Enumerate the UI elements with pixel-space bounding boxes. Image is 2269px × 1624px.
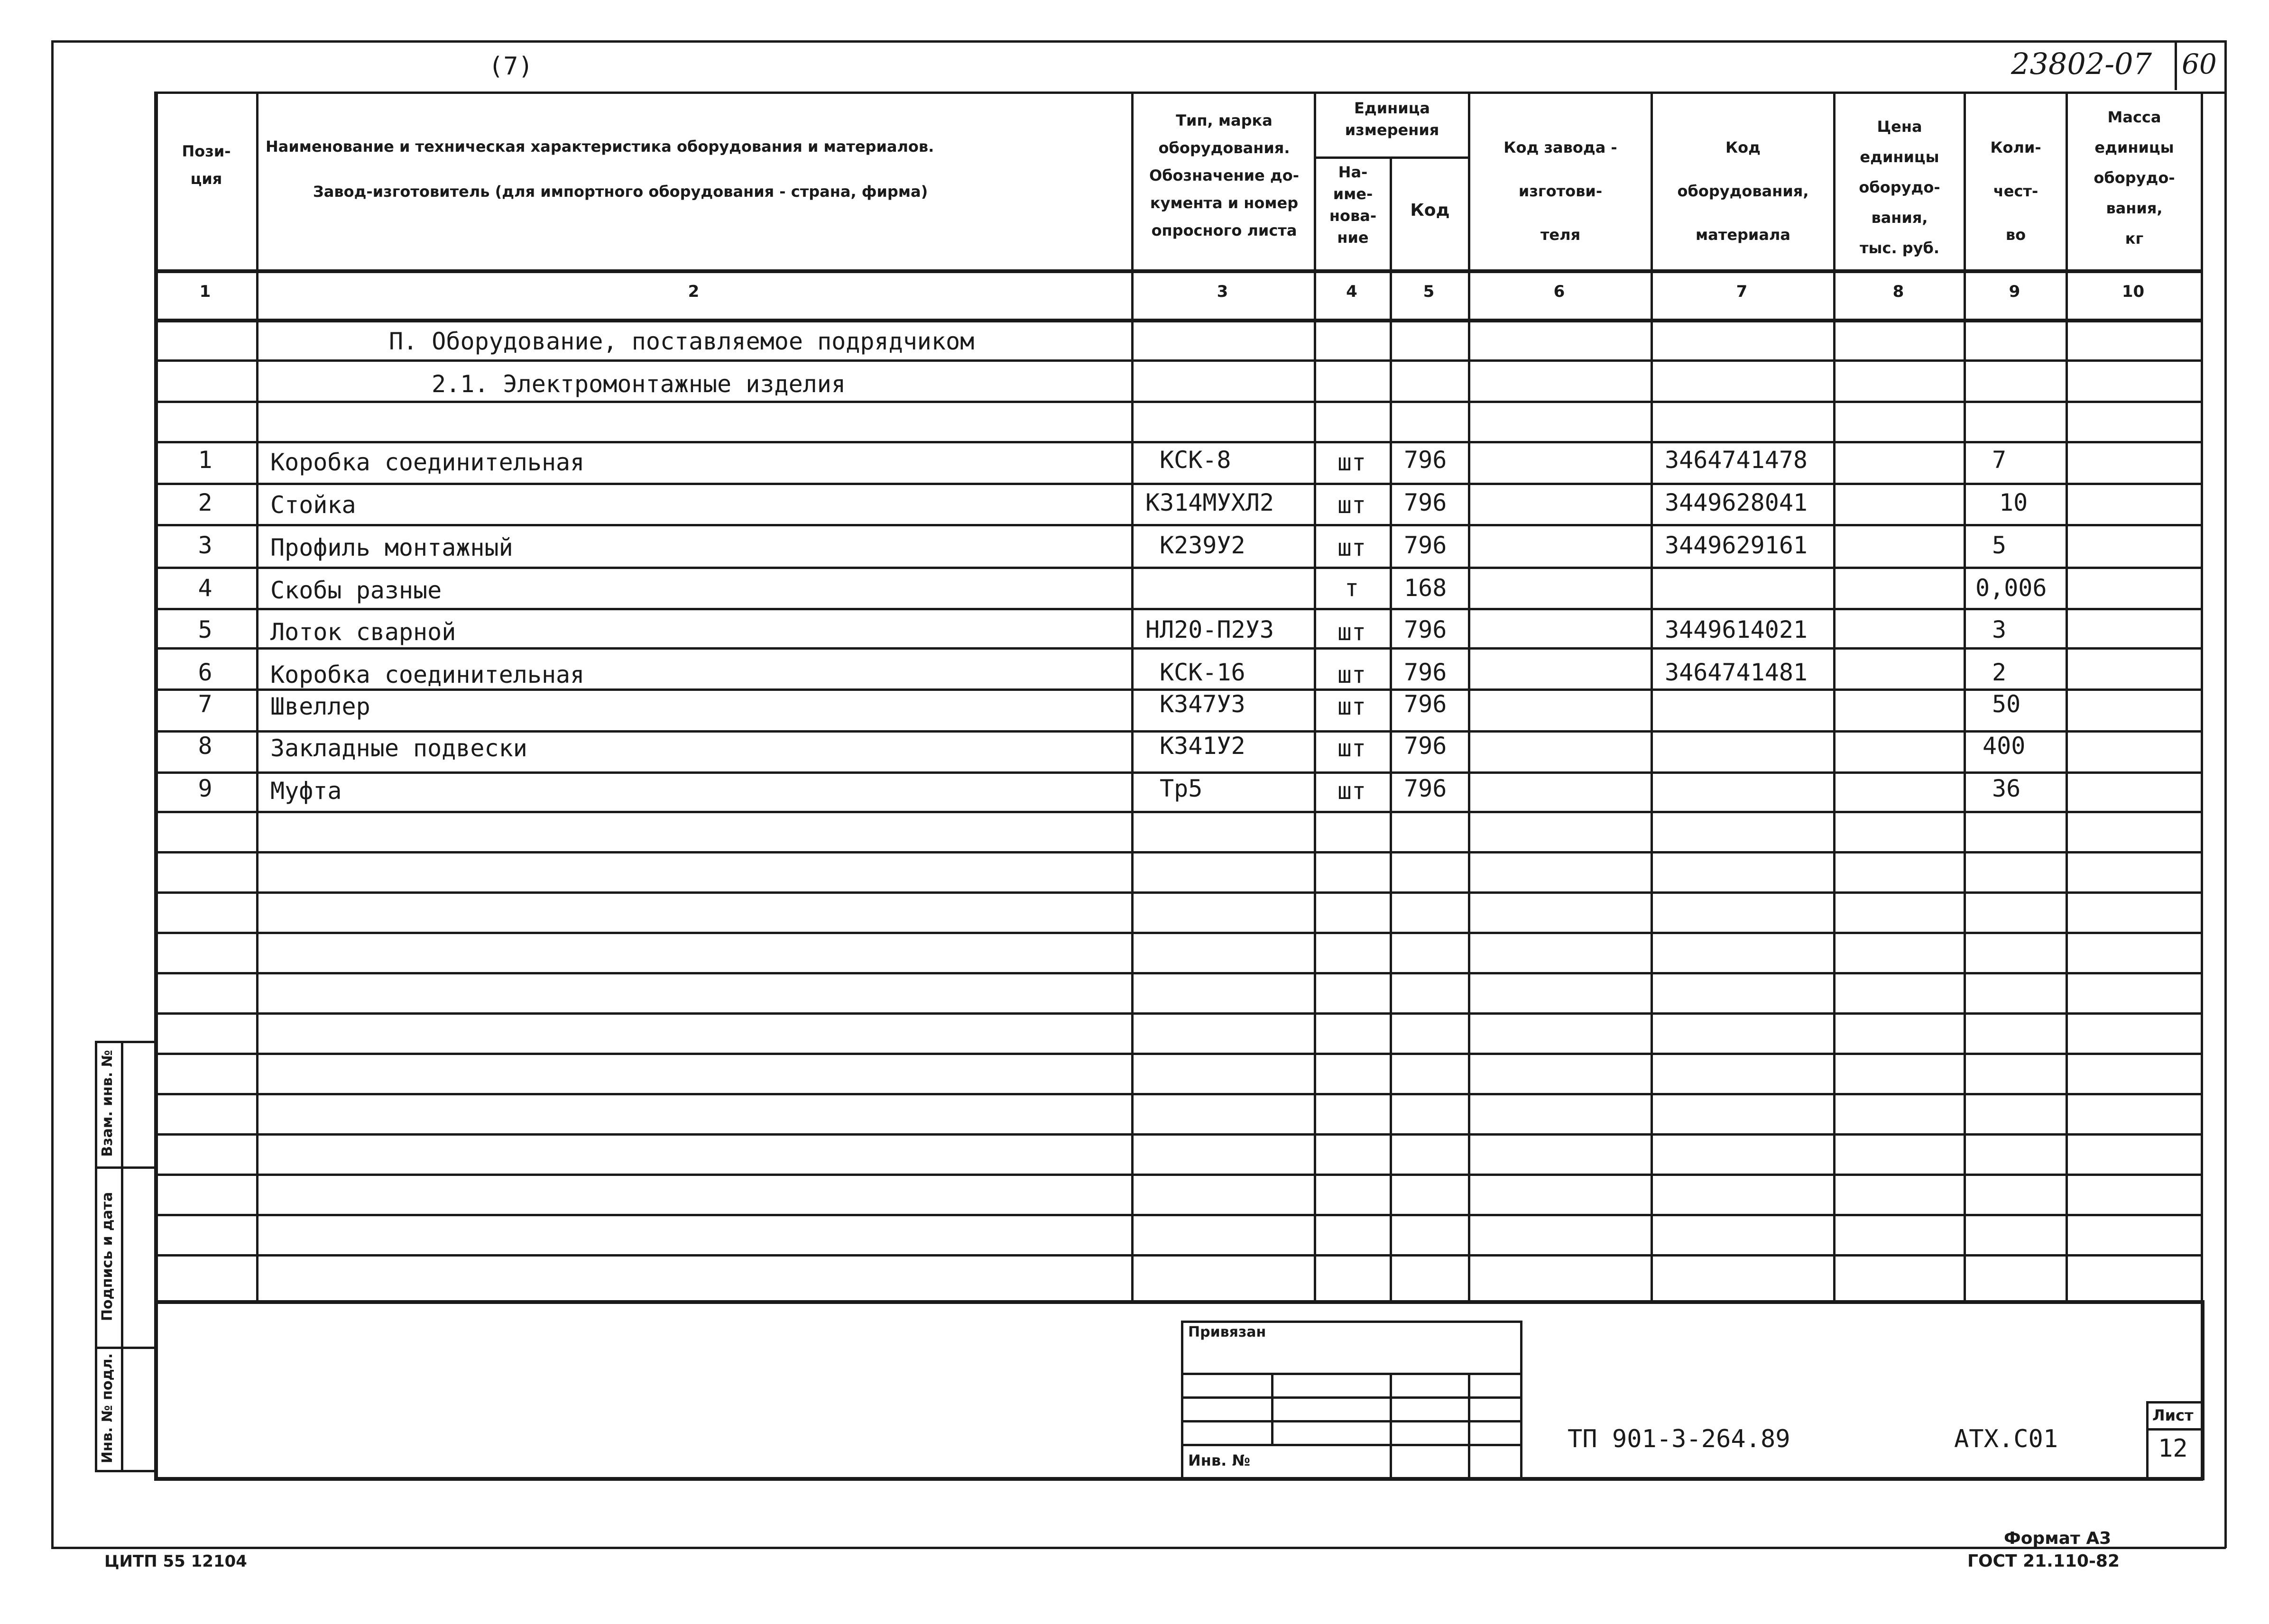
section-title: П. Оборудование, поставляемое подрядчиком xyxy=(389,328,975,355)
privyazan-label: Привязан xyxy=(1188,1324,1266,1340)
row-rule xyxy=(154,771,2201,774)
side-stamp-mid xyxy=(121,1041,123,1471)
frame-right xyxy=(2224,40,2227,1548)
col-div-6 xyxy=(1651,92,1653,1303)
table-row-7-name: Швеллер xyxy=(270,693,370,720)
table-row-7-unit: шт xyxy=(1337,693,1366,720)
table-row-5-name: Лоток сварной xyxy=(270,618,456,646)
row-rule xyxy=(154,1053,2201,1055)
row-rule xyxy=(154,1133,2201,1136)
privyazan-rule xyxy=(1181,1444,1522,1446)
header-unit-code: Код xyxy=(1410,201,1450,220)
subsection-title: 2.1. Электромонтажные изделия xyxy=(432,370,846,398)
table-row-8-qty: 400 xyxy=(1983,732,2026,760)
row-rule xyxy=(154,932,2201,934)
table-row-6-pos: 6 xyxy=(198,659,212,686)
table-row-8-unit: шт xyxy=(1337,734,1366,762)
colnum-9: 9 xyxy=(2009,282,2020,301)
row-rule xyxy=(154,524,2201,526)
frame-bottom xyxy=(51,1547,2226,1549)
list-number: 12 xyxy=(2158,1434,2188,1463)
privyazan-rule xyxy=(1181,1396,1522,1399)
list-box-mid xyxy=(2146,1428,2203,1431)
table-row-6-unit: шт xyxy=(1337,661,1366,688)
row-rule xyxy=(154,608,2201,610)
table-row-3-unitcode: 796 xyxy=(1404,532,1447,559)
table-row-1-qty: 7 xyxy=(1992,446,2007,474)
side-stamp-inv: Инв. № подл. xyxy=(99,1353,116,1464)
side-stamp-rule1 xyxy=(95,1166,154,1169)
table-row-5-equipcode: 3449614021 xyxy=(1665,616,1808,643)
header-unit-name: На- име- нова- ние xyxy=(1329,163,1377,247)
col-div-10 xyxy=(2201,92,2203,1303)
privyazan-right xyxy=(1520,1321,1522,1479)
table-row-7-type: К347У3 xyxy=(1160,690,1245,718)
top-marker: (7) xyxy=(489,52,533,81)
table-row-1-equipcode: 3464741478 xyxy=(1665,446,1808,474)
table-row-4-unit: т xyxy=(1344,574,1359,602)
row-rule xyxy=(154,441,2201,443)
table-row-1-type: КСК-8 xyxy=(1160,446,1231,474)
table-row-8-name: Закладные подвески xyxy=(270,734,527,762)
table-row-8-type: К341У2 xyxy=(1160,732,1245,760)
row-rule xyxy=(154,1174,2201,1176)
table-row-6-unitcode: 796 xyxy=(1404,659,1447,686)
colnum-6: 6 xyxy=(1553,282,1565,301)
table-row-9-type: Тр5 xyxy=(1160,775,1203,802)
table-row-3-unit: шт xyxy=(1337,534,1366,561)
header-name-line1: Наименование и техническая характеристика оборудования и материалов. xyxy=(266,138,934,156)
footer-format: Формат А3 xyxy=(2004,1529,2112,1548)
table-row-7-qty: 50 xyxy=(1992,690,2021,718)
colnum-4: 4 xyxy=(1346,282,1357,301)
row-rule xyxy=(154,483,2201,485)
col-div-4 xyxy=(1390,156,1392,1303)
table-row-7-unitcode: 796 xyxy=(1404,690,1447,718)
footer-left: ЦИТП 55 12104 xyxy=(104,1552,247,1571)
side-stamp-vzam: Взам. инв. № xyxy=(99,1050,116,1157)
table-row-4-qty: 0,006 xyxy=(1975,574,2047,602)
col-div-7 xyxy=(1833,92,1835,1303)
project-code: ТП 901-3-264.89 xyxy=(1568,1425,1790,1453)
page-no-divider xyxy=(2175,40,2177,90)
table-row-8-pos: 8 xyxy=(198,732,212,760)
table-row-4-name: Скобы разные xyxy=(270,577,442,604)
row-rule xyxy=(154,1093,2201,1095)
table-row-6-qty: 2 xyxy=(1992,659,2007,686)
row-rule xyxy=(154,972,2201,974)
table-row-6-equipcode: 3464741481 xyxy=(1665,659,1808,686)
table-row-1-unitcode: 796 xyxy=(1404,446,1447,474)
table-row-2-equipcode: 3449628041 xyxy=(1665,489,1808,516)
title-right xyxy=(2201,1300,2204,1480)
table-row-3-pos: 3 xyxy=(198,532,212,559)
header-price: Цена единицы оборудо- вания, тыс. руб. xyxy=(1859,118,1940,257)
table-row-5-pos: 5 xyxy=(198,616,212,643)
table-row-2-pos: 2 xyxy=(198,489,212,516)
privyazan-col xyxy=(1390,1373,1392,1479)
footer-gost: ГОСТ 21.110-82 xyxy=(1967,1551,2120,1571)
privyazan-col xyxy=(1468,1373,1470,1479)
colnum-5: 5 xyxy=(1423,282,1435,301)
row-rule xyxy=(154,851,2201,853)
table-row-1-unit: шт xyxy=(1337,449,1366,476)
sheet-code: АТХ.С01 xyxy=(1954,1425,2058,1453)
table-bottom xyxy=(154,1300,2201,1304)
frame-top xyxy=(51,40,2226,43)
table-row-1-name: Коробка соединительная xyxy=(270,449,585,476)
table-row-3-qty: 5 xyxy=(1992,532,2007,559)
table-row-3-name: Профиль монтажный xyxy=(270,534,513,561)
table-row-5-unitcode: 796 xyxy=(1404,616,1447,643)
table-row-3-type: К239У2 xyxy=(1160,532,1245,559)
table-row-2-unit: шт xyxy=(1337,491,1366,519)
colnum-bottom xyxy=(154,319,2201,322)
table-row-5-unit: шт xyxy=(1337,618,1366,646)
row-rule xyxy=(154,891,2201,894)
colnum-7: 7 xyxy=(1736,282,1748,301)
colnum-1: 1 xyxy=(199,282,211,301)
col-div-8 xyxy=(1964,92,1966,1303)
page-number: 60 xyxy=(2182,48,2217,80)
row-rule xyxy=(154,1012,2201,1015)
table-row-5-type: НЛ20-П2У3 xyxy=(1145,616,1274,643)
table-row-9-qty: 36 xyxy=(1992,775,2021,802)
row-rule xyxy=(154,401,2201,403)
table-row-4-pos: 4 xyxy=(198,574,212,602)
header-position: Пози- ция xyxy=(182,142,231,188)
table-row-6-type: КСК-16 xyxy=(1160,659,1245,686)
side-stamp-top xyxy=(95,1041,154,1043)
table-row-9-name: Муфта xyxy=(270,777,342,805)
row-rule xyxy=(154,811,2201,813)
row-rule xyxy=(154,647,2201,650)
row-rule xyxy=(154,567,2201,569)
table-row-2-qty: 10 xyxy=(1999,489,2028,516)
inv-no-label: Инв. № xyxy=(1188,1451,1250,1469)
colnum-10: 10 xyxy=(2121,282,2145,301)
list-box-left xyxy=(2146,1401,2149,1479)
privyazan-rule xyxy=(1181,1420,1522,1422)
table-row-1-pos: 1 xyxy=(198,446,212,474)
side-stamp-podpis: Подпись и дата xyxy=(99,1192,116,1321)
title-bottom xyxy=(154,1477,2203,1481)
privyazan-col xyxy=(1271,1373,1273,1446)
table-row-2-name: Стойка xyxy=(270,491,356,519)
table-row-7-pos: 7 xyxy=(198,690,212,718)
col-div-9 xyxy=(2066,92,2068,1303)
col-div-1 xyxy=(256,92,258,1303)
header-factory-code: Код завода - изготови- теля xyxy=(1503,138,1617,244)
header-mass: Масса единицы оборудо- вания, кг xyxy=(2094,108,2175,248)
table-row-5-qty: 3 xyxy=(1992,616,2007,643)
header-name-line2: Завод-изготовитель (для импортного оборудования - страна, фирма) xyxy=(313,183,928,201)
row-rule xyxy=(154,359,2201,362)
header-type: Тип, марка оборудования. Обозначение до- кумента и номер опросного листа xyxy=(1149,111,1299,239)
table-row-9-pos: 9 xyxy=(198,775,212,802)
list-label: Лист xyxy=(2152,1406,2194,1424)
unit-group-rule xyxy=(1314,156,1468,159)
row-rule xyxy=(154,1254,2201,1257)
table-row-9-unit: шт xyxy=(1337,777,1366,805)
header-bottom xyxy=(154,269,2201,273)
table-row-9-unitcode: 796 xyxy=(1404,775,1447,802)
header-unit-group: Единица измерения xyxy=(1345,99,1439,139)
table-row-2-type: К314МУХЛ2 xyxy=(1145,489,1274,516)
table-top xyxy=(154,92,2224,94)
col-div-5 xyxy=(1468,92,1470,1303)
frame-left xyxy=(51,40,54,1548)
side-stamp-bottom xyxy=(95,1470,154,1472)
privyazan-left xyxy=(1181,1321,1183,1479)
header-quantity: Коли- чест- во xyxy=(1990,138,2041,244)
header-equip-code: Код оборудования, материала xyxy=(1677,138,1809,244)
table-row-8-unitcode: 796 xyxy=(1404,732,1447,760)
table-row-3-equipcode: 3449629161 xyxy=(1665,532,1808,559)
table-row-4-unitcode: 168 xyxy=(1404,574,1447,602)
colnum-3: 3 xyxy=(1217,282,1228,301)
colnum-8: 8 xyxy=(1892,282,1904,301)
table-row-6-name: Коробка соединительная xyxy=(270,661,585,688)
privyazan-rule xyxy=(1181,1373,1522,1375)
col-div-2 xyxy=(1131,92,1134,1303)
colnum-2: 2 xyxy=(688,282,700,301)
doc-code: 23802-07 xyxy=(2011,46,2152,81)
row-rule xyxy=(154,1214,2201,1216)
title-left xyxy=(154,1300,158,1480)
table-row-2-unitcode: 796 xyxy=(1404,489,1447,516)
